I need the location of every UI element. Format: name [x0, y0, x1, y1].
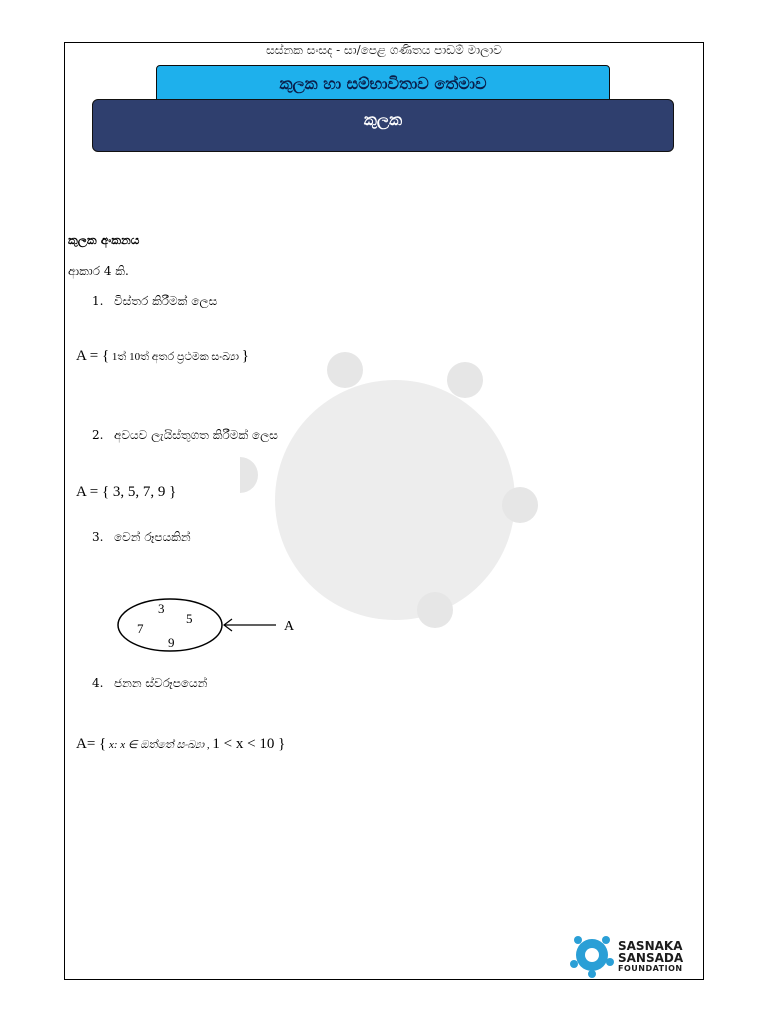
lesson-banner: කුලක: [92, 99, 674, 152]
venn-element: 7: [137, 621, 144, 636]
formula-set-builder: A= { x: x ∈ ඔත්තේ සංඛ්‍යා , 1 < x < 10 }: [76, 736, 286, 752]
venn-element: 9: [168, 635, 175, 650]
intro-text: ආකාර 4 කි.: [68, 264, 129, 278]
venn-diagram: [112, 595, 312, 655]
series-title: සස්නක සංසද - සා/පෙළ ගණිතය පාඩම් මාලාව: [266, 43, 502, 57]
list-item: 4. ජනන ස්වරූපයෙන්: [92, 676, 208, 690]
formula-description: A = { 1ත් 10ත් අතර ප්‍රථමක සංඛ්‍යා }: [76, 348, 249, 364]
list-item: 2. අවයව ලැයිස්තුගත කිරීමක් ලෙස: [92, 428, 278, 442]
venn-element: 5: [186, 611, 193, 626]
list-item: 1. විස්තර කිරීමක් ලෙස: [92, 294, 218, 308]
list-item: 3. වෙන් රූපයකින්: [92, 530, 191, 544]
section-heading: කුලක අංකනය: [68, 233, 140, 247]
logo-text: SASNAKA SANSADA FOUNDATION: [618, 939, 684, 973]
venn-label: A: [284, 619, 295, 634]
venn-element: 3: [158, 601, 165, 616]
theme-banner: කුලක හා සම්භාවිතාව තේමාව: [156, 65, 610, 103]
formula-roster: A = { 3, 5, 7, 9 }: [76, 484, 177, 500]
